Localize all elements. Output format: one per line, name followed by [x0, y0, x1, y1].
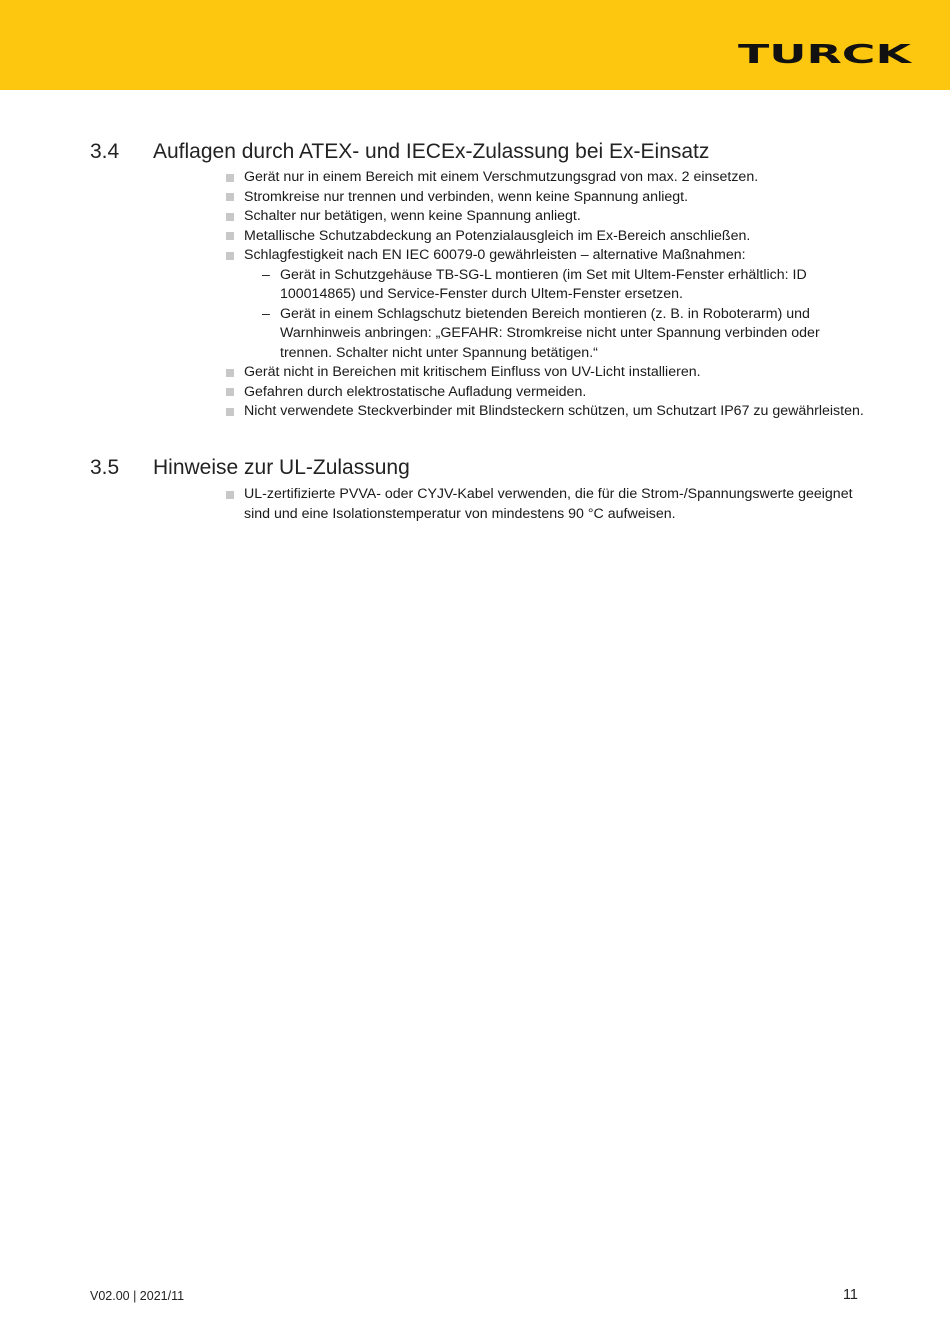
list-item-text: Schalter nur betätigen, wenn keine Spannung anliegt. [244, 208, 581, 224]
sub-list [244, 266, 864, 364]
list-item [244, 402, 864, 422]
header-band [0, 0, 950, 90]
turck-logo [737, 42, 912, 66]
bullet-list [244, 485, 864, 524]
list-item-text: Gerät nur in einem Bereich mit einem Verschmutzungsgrad von max. 2 einsetzen. [244, 169, 759, 185]
list-item [244, 227, 864, 247]
list-item-text: Nicht verwendete Steckverbinder mit Blindsteckern schützen, um Schutzart IP67 zu gewährleisten. [244, 403, 864, 419]
list-item [244, 168, 864, 188]
list-item-text: UL-zertifizierte PVVA- oder CYJV-Kabel verwenden, die für die Strom-/Spannungswerte geeignet sind und eine Isolationstemperatur von mindestens 90 °C aufweisen. [244, 486, 853, 522]
list-item [244, 383, 864, 403]
section-title: Hinweise zur UL-Zulassung [153, 456, 410, 479]
list-item [244, 207, 864, 227]
list-item-text: Stromkreise nur trennen und verbinden, wenn keine Spannung anliegt. [244, 188, 689, 205]
footer-version: V02.00 | 2021/11 [90, 1289, 185, 1303]
list-item [244, 246, 864, 363]
page-number: 11 [842, 1287, 858, 1303]
section-number: 3.4 [90, 140, 120, 163]
bullet-list [244, 168, 864, 422]
list-item-text: Schlagfestigkeit nach EN IEC 60079-0 gewährleisten – alternative Maßnahmen: [244, 247, 746, 263]
list-item-text: Gerät nicht in Bereichen mit kritischem Einfluss von UV-Licht installieren. [244, 364, 701, 380]
list-item-text: Gefahren durch elektrostatische Aufladung vermeiden. [244, 383, 587, 400]
list-item [244, 485, 864, 524]
list-item-text: Metallische Schutzabdeckung an Potenzialausgleich im Ex-Bereich anschließen. [244, 227, 751, 244]
sub-list-item: – Gerät in Schutzgehäuse TB-SG-L montieren (im Set mit Ultem-Fenster erhältlich: ID 100014865) und Service-Fenster durch Ultem-Fenster ersetzen. [280, 266, 864, 305]
section-number: 3.5 [90, 456, 120, 479]
sub-list-item: – Gerät in einem Schlagschutz bietenden Bereich montieren (z. B. in Roboterarm) und Warnhinweis anbringen: „GEFAHR: Stromkreise nicht unter Spannung verbinden oder trennen. Schalter nicht unter Spannung betätigen.“ [280, 305, 864, 364]
list-item [244, 188, 864, 208]
list-item [244, 363, 864, 383]
logo-text: TURCK [738, 42, 912, 66]
section-title: Auflagen durch ATEX- und IECEx-Zulassung bei Ex-Einsatz [153, 140, 710, 163]
